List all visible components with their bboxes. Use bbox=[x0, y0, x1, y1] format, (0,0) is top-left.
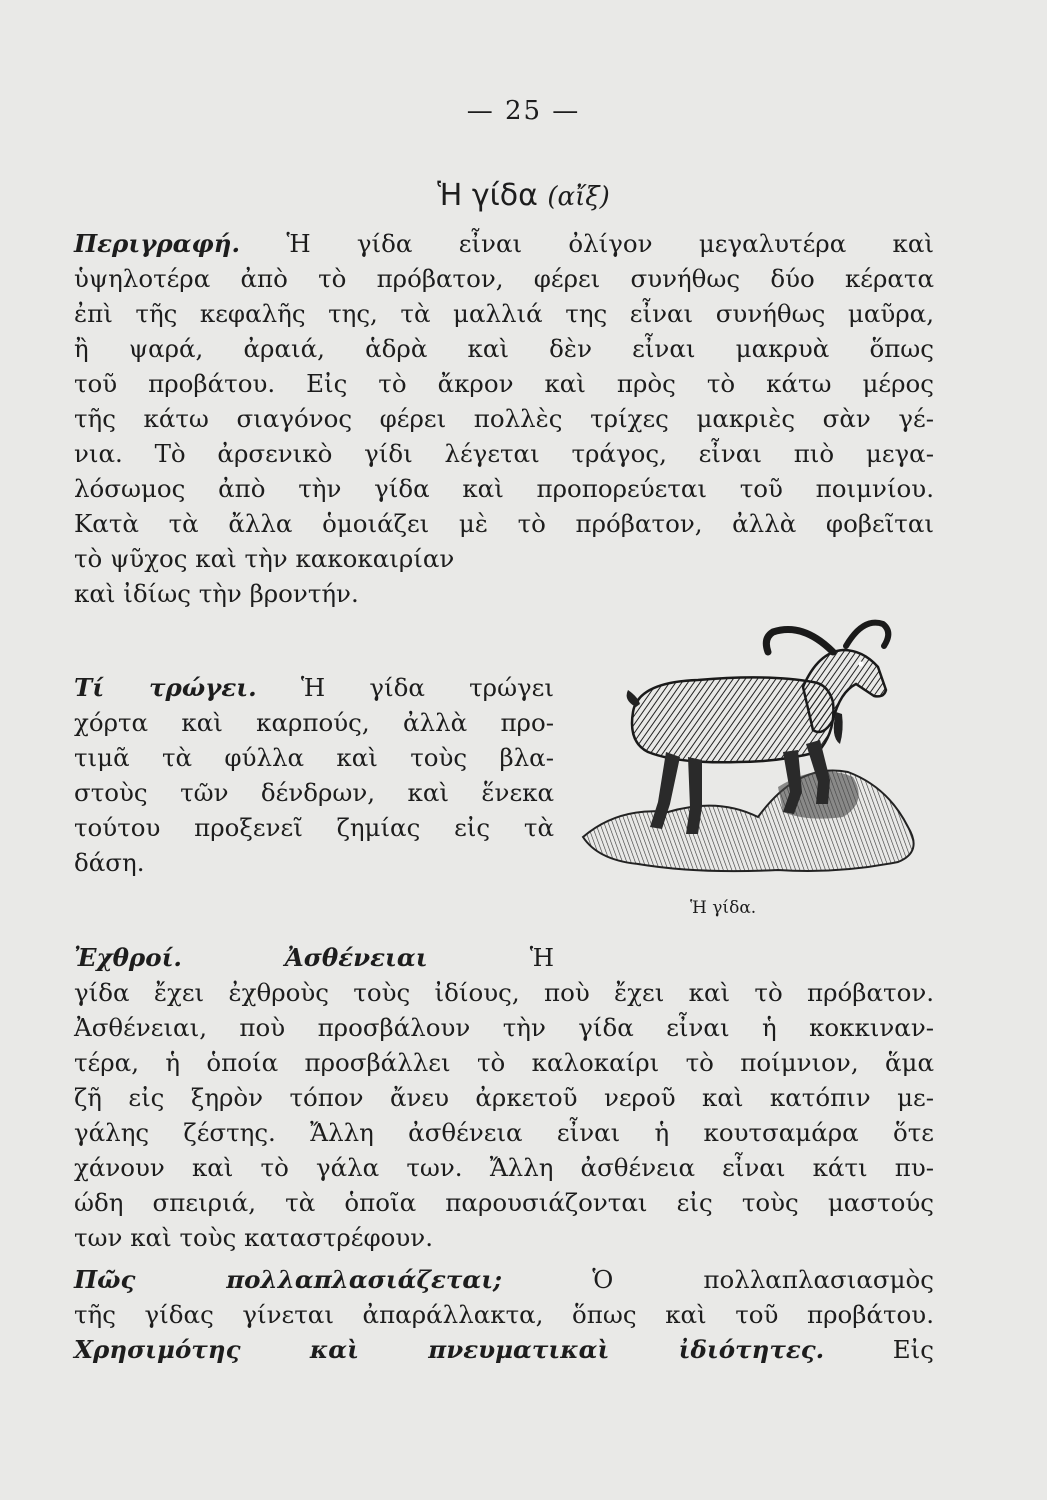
text-line: δάση. bbox=[74, 848, 145, 877]
text-line: γάλης ζέστης. Ἄλλη ἀσθένεια εἶναι ἡ κουτσαμάρα ὅτε bbox=[74, 1118, 934, 1147]
text-line: χάνουν καὶ τὸ γάλα των. Ἄλλη ἀσθένεια εἶναι κάτι πυ- bbox=[74, 1153, 934, 1182]
title-main: Ἡ γίδα bbox=[437, 178, 538, 213]
text-line: τῆς κάτω σιαγόνος φέρει πολλὲς τρίχες μακριὲς σὰν γέ- bbox=[74, 404, 934, 433]
text-line: Χρησιμότης καὶ πνευματικαὶ ἰδιότητες. Εἰς bbox=[74, 1335, 934, 1364]
text-line: ώδη σπειριά, τὰ ὁποῖα παρουσιάζονται εἰς τοὺς μαστούς bbox=[74, 1188, 934, 1217]
page-title bbox=[0, 178, 1047, 213]
paragraph-description bbox=[74, 226, 934, 611]
heading-reproduction: Πῶς πολλαπλασιάζεται; bbox=[74, 1265, 503, 1294]
text-line: ζῆ εἰς ξηρὸν τόπον ἄνευ ἀρκετοῦ νεροῦ καὶ κατόπιν με- bbox=[74, 1083, 934, 1112]
text-line: τούτου προξενεῖ ζημίας εἰς τὰ bbox=[74, 813, 554, 842]
text-line: ἢ ψαρά, ἀραιά, ἁδρὰ καὶ δὲν εἶναι μακρυὰ ὅπως bbox=[74, 334, 934, 363]
paragraph-reproduction bbox=[74, 1262, 934, 1367]
text-line: Ἀσθένειαι, ποὺ προσβάλουν τὴν γίδα εἶναι ἡ κοκκιναν- bbox=[74, 1013, 934, 1042]
text-line: τιμᾶ τὰ φύλλα καὶ τοὺς βλα- bbox=[74, 743, 554, 772]
text-line: στοὺς τῶν δένδρων, καὶ ἕνεκα bbox=[74, 778, 554, 807]
heading-description: Περιγραφή. bbox=[74, 229, 241, 258]
text-line: λόσωμος ἀπὸ τὴν γίδα καὶ προπορεύεται τοῦ ποιμνίου. bbox=[74, 474, 934, 503]
text-line: ἐπὶ τῆς κεφαλῆς της, τὰ μαλλιά της εἶναι συνήθως μαῦρα, bbox=[74, 299, 934, 328]
heading-usefulness: Χρησιμότης καὶ πνευματικαὶ ἰδιότητες. bbox=[74, 1335, 825, 1364]
text-line: των καὶ τοὺς καταστρέφουν. bbox=[74, 1223, 433, 1252]
page-number: — 25 — bbox=[466, 96, 581, 126]
text-line: Κατὰ τὰ ἄλλα ὁμοιάζει μὲ τὸ πρόβατον, ἀλλὰ φοβεῖται bbox=[74, 509, 934, 538]
heading-food: Τί τρώγει. bbox=[74, 673, 257, 702]
heading-enemies: Ἐχθροί. Ἀσθένειαι bbox=[74, 943, 428, 972]
text-line: Πῶς πολλαπλασιάζεται; Ὁ πολλαπλασιασμὸς bbox=[74, 1265, 934, 1294]
paragraph-enemies bbox=[74, 940, 934, 1255]
figure-caption: Ἡ γίδα. bbox=[690, 898, 757, 918]
title-sub: (αἴξ) bbox=[547, 182, 610, 212]
text-line: καὶ ἰδίως τὴν βροντήν. bbox=[74, 579, 359, 608]
text-line: τέρα, ἡ ὁποία προσβάλλει τὸ καλοκαίρι τὸ ποίμνιον, ἅμα bbox=[74, 1048, 934, 1077]
text-line: τὸ ψῦχος καὶ τὴν κακοκαιρίαν bbox=[74, 544, 455, 573]
paragraph-food bbox=[74, 670, 554, 880]
text-line: τῆς γίδας γίνεται ἀπαράλλακτα, ὅπως καὶ τοῦ προβάτου. bbox=[74, 1300, 934, 1329]
text-line: ὑψηλοτέρα ἀπὸ τὸ πρόβατον, φέρει συνήθως δύο κέρατα bbox=[74, 264, 934, 293]
text-line: Περιγραφή. Ἡ γίδα εἶναι ὀλίγον μεγαλυτέρα καὶ bbox=[74, 229, 934, 258]
goat-illustration-icon bbox=[578, 612, 928, 902]
text-line: νια. Τὸ ἀρσενικὸ γίδι λέγεται τράγος, εἶναι πιὸ μεγα- bbox=[74, 439, 934, 468]
text-line: Τί τρώγει. Ἡ γίδα τρώγει bbox=[74, 673, 554, 702]
text-line: τοῦ προβάτου. Εἰς τὸ ἄκρον καὶ πρὸς τὸ κάτω μέρος bbox=[74, 369, 934, 398]
text-line: χόρτα καὶ καρπούς, ἀλλὰ προ- bbox=[74, 708, 554, 737]
text-line: γίδα ἔχει ἐχθροὺς τοὺς ἰδίους, ποὺ ἔχει καὶ τὸ πρόβατον. bbox=[74, 978, 934, 1007]
text-line: Ἐχθροί. Ἀσθένειαι Ἡ bbox=[74, 943, 554, 972]
